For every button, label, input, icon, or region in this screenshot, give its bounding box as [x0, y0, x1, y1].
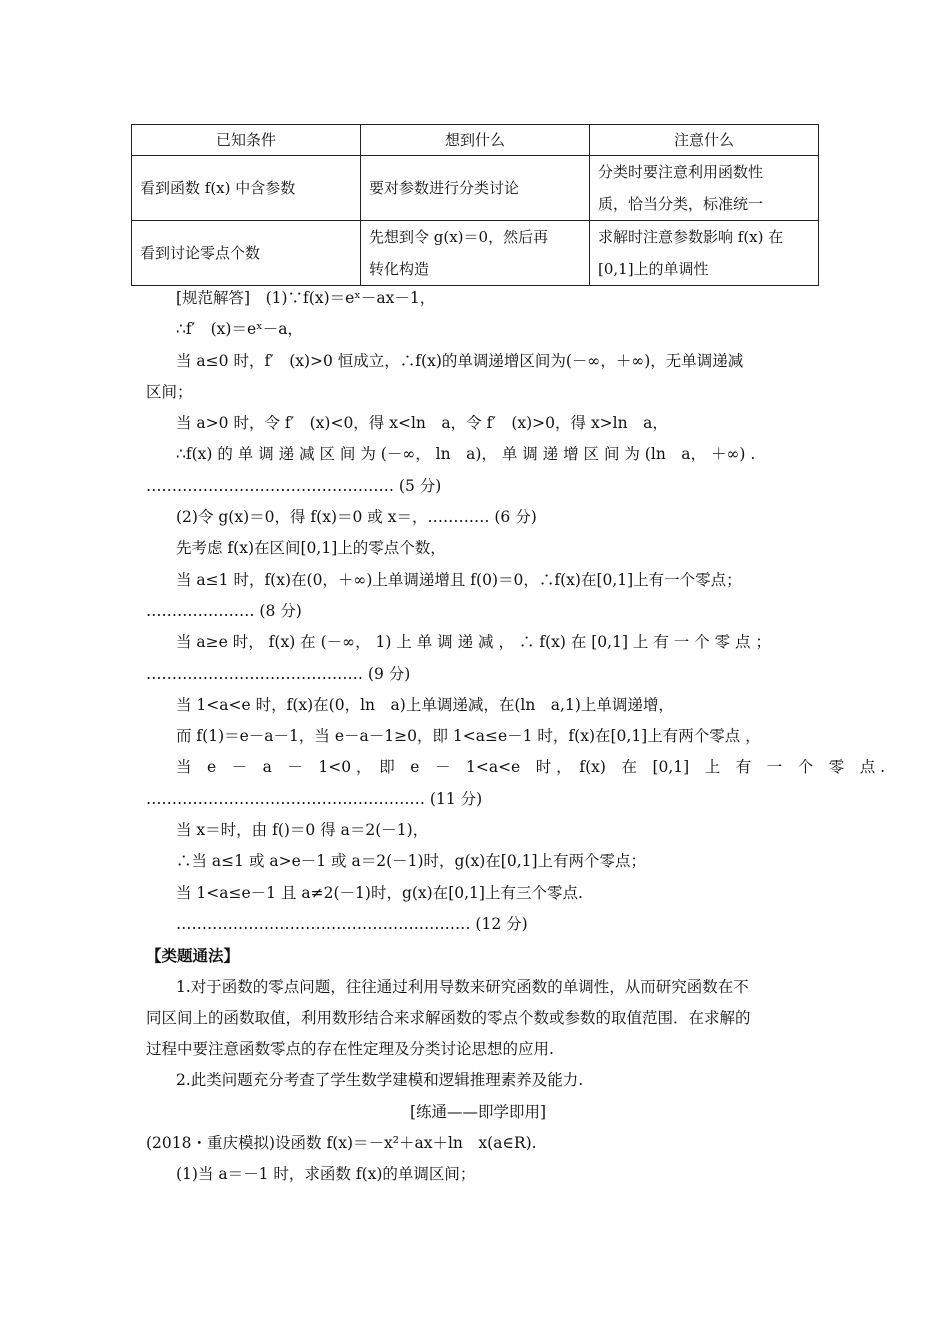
- text-line: 当 a≤1 时，f(x)在(0，＋∞)上单调递增且 f(0)＝0，∴f(x)在[0,1]上有一个零点；: [176, 570, 742, 589]
- header-known-conditions: 已知条件: [132, 125, 361, 156]
- text-line: 2.此类问题充分考查了学生数学建模和逻辑推理素养及能力.: [176, 1071, 584, 1090]
- text-line: 当 a≤0 时，f′ (x)>0 恒成立，∴f(x)的单调递增区间为(－∞，＋∞)，无单调递减: [176, 351, 744, 370]
- text-line: 过程中要注意函数零点的存在性定理及分类讨论思想的应用.: [146, 1040, 554, 1059]
- text-line: 而 f(1)＝e－a－1，当 e－a－1≥0，即 1<a≤e－1 时，f(x)在[0,1]上有两个零点 ，: [176, 727, 761, 746]
- cell-line: 求解时注意参数影响 f(x) 在: [598, 228, 784, 246]
- text-line: 当 a>0 时，令 f′ (x)<0，得 x<ln a，令 f′ (x)>0，得 x>ln a，: [176, 414, 668, 433]
- text-line: ∴当 a≤1 或 a>e－1 或 a＝2(－1)时，g(x)在[0,1]上有两个零点；: [176, 852, 647, 871]
- table-cell: [361, 221, 590, 286]
- text-line: 当 e － a － 1<0 ， 即 e － 1<a<e 时 ， f(x) 在 [0,1] 上 有 一 个 零 点 .: [176, 758, 886, 777]
- text-line: ………………………………………………… (12 分): [176, 914, 528, 933]
- table-row: [132, 156, 819, 221]
- text-line: 1.对于函数的零点问题，往往通过利用导数来研究函数的单调性，从而研究函数在不: [176, 977, 749, 996]
- cell-line: 质，恰当分类，标准统一: [598, 195, 764, 213]
- cell-line: 转化构造: [369, 260, 430, 278]
- text-line: 当 x＝时，由 f()＝0 得 a＝2(－1)，: [176, 821, 429, 840]
- text-line: ∴f′ (x)＝eˣ－a，: [176, 320, 303, 339]
- header-what-to-think: 想到什么: [361, 125, 590, 156]
- table-header-row: [132, 125, 819, 156]
- table-row: [132, 221, 819, 286]
- header-what-to-note: 注意什么: [590, 125, 819, 156]
- text-line: 先考虑 f(x)在区间[0,1]上的零点个数，: [176, 539, 446, 558]
- text-line: ………………………………………… (5 分): [146, 476, 442, 495]
- cell-line: 分类时要注意利用函数性: [598, 163, 764, 181]
- text-line: [规范解答] (1)∵f(x)＝eˣ－ax－1，: [176, 289, 436, 307]
- cell-line: [0,1]上的单调性: [598, 260, 709, 278]
- table-cell: [590, 221, 819, 286]
- section-heading: 【类题通法】: [146, 946, 240, 966]
- text-line: (1)当 a＝－1 时，求函数 f(x)的单调区间；: [176, 1165, 476, 1184]
- text-line: 当 1<a<e 时，f(x)在(0，ln a)上单调递减，在(ln a,1)上单调递增，: [176, 695, 674, 714]
- table-cell: 要对参数进行分类讨论: [361, 156, 590, 221]
- cell-line: 先想到令 g(x)＝0，然后再: [369, 228, 549, 246]
- conditions-table: [131, 124, 819, 286]
- table-cell: 看到函数 f(x) 中含参数: [132, 156, 361, 221]
- text-line: 当 a≥e 时， f(x) 在 (－∞， 1) 上 单 调 递 减 ， ∴ f(x) 在 [0,1] 上 有 一 个 零 点 ；: [176, 633, 771, 652]
- text-line: ………………… (8 分): [146, 601, 302, 620]
- solution-body: [146, 283, 886, 1191]
- text-line: 区间；: [146, 382, 193, 401]
- text-line: ∴f(x) 的 单 调 递 减 区 间 为 (－∞， ln a)， 单 调 递 增 区 间 为 (ln a， ＋∞) .: [176, 445, 756, 464]
- text-line: 当 1<a≤e－1 且 a≠2(－1)时，g(x)在[0,1]上有三个零点.: [176, 883, 583, 902]
- text-line: 同区间上的函数取值，利用数形结合来求解函数的零点个数或参数的取值范围．在求解的: [146, 1008, 751, 1027]
- text-line: …………………………………… (9 分): [146, 664, 411, 683]
- text-line: (2)令 g(x)＝0，得 f(x)＝0 或 x＝，………… (6 分): [176, 508, 537, 527]
- text-line: (2018・重庆模拟)设函数 f(x)＝－x²＋ax＋ln x(a∈R).: [146, 1134, 537, 1153]
- section-heading: [练通——即学即用]: [409, 1102, 547, 1121]
- table-cell: 看到讨论零点个数: [132, 221, 361, 286]
- text-line: ……………………………………………… (11 分): [146, 789, 483, 808]
- table-cell: [590, 156, 819, 221]
